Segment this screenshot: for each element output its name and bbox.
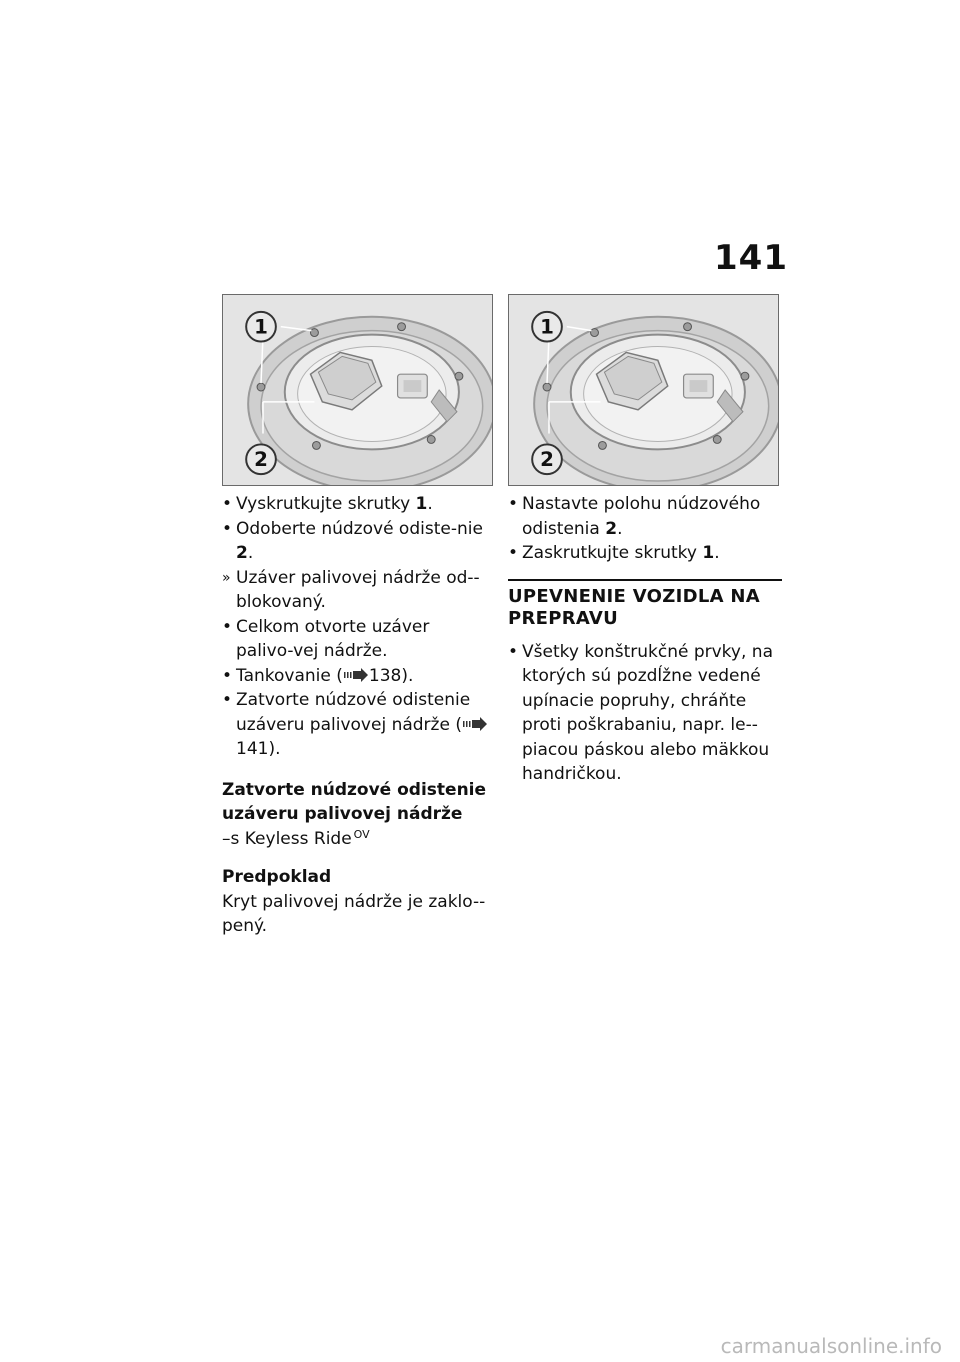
step-punct: . (617, 518, 623, 539)
step-zaskrutkujte (508, 541, 782, 566)
page-reference-arrow-icon (462, 714, 488, 728)
prerequisite-heading: Predpoklad (222, 867, 332, 887)
bullet-text: Všetky konštrukčné prvky, na ktorých sú pozdĺžne vedené upínacie popruhy, chráňte proti poškrabaniu, napr. le-piacou páskou alebo mäkkou handričkou. (522, 641, 773, 784)
step-tankovanie (222, 664, 494, 689)
fuel-cap-figure-right (508, 294, 779, 486)
callout-2 (532, 444, 562, 474)
option-text: –s Keyless Ride (222, 828, 352, 849)
bullet-marker: • (222, 518, 233, 539)
page-ref-link[interactable]: 141 (236, 739, 269, 759)
callout-1 (532, 312, 562, 342)
callout-ref: 2 (236, 543, 248, 563)
step-text: Tankovanie ( (236, 665, 343, 686)
result-marker: » (222, 569, 231, 586)
step-text: Nastavte polohu núdzového odistenia (522, 494, 761, 539)
step-text: Celkom otvorte uzáver palivo-vej nádrže. (236, 616, 430, 661)
callout-ref: 2 (605, 518, 618, 539)
subheading-close-emergency-release: Zatvorte núdzové odistenie uzáveru palivovej nádrže (222, 779, 487, 824)
prerequisite-text: Kryt palivovej nádrže je zaklo-pený. (222, 891, 486, 936)
callout-1 (246, 312, 276, 342)
callout-2 (246, 444, 276, 474)
svg-text:2: 2 (540, 448, 554, 472)
step-odoberte (222, 517, 494, 566)
result-unlocked (222, 566, 494, 615)
page-ref-link[interactable]: 138 (368, 665, 402, 686)
svg-text:2: 2 (254, 448, 268, 472)
bullet-marker: • (222, 616, 233, 637)
bullet-marker: • (508, 543, 519, 563)
bullet-marker: • (508, 641, 519, 662)
right-column (508, 492, 782, 787)
step-celkom-otvorte (222, 615, 494, 664)
step-nastavte (508, 492, 782, 541)
bullet-protect-components (508, 640, 782, 787)
step-punct: . (714, 543, 720, 563)
watermark: carmanualsonline.info (720, 1334, 942, 1358)
step-vyskrutkujte (222, 492, 494, 517)
bullet-marker: • (222, 690, 233, 710)
step-punct: ). (268, 739, 281, 759)
callout-ref: 1 (415, 494, 428, 514)
fuel-cap-figure-left (222, 294, 493, 486)
step-text: Odoberte núdzové odiste-nie (236, 518, 483, 539)
svg-text:1: 1 (254, 315, 268, 339)
option-keyless-ride (222, 827, 494, 852)
bullet-marker: • (222, 494, 233, 514)
page-reference-arrow-icon (343, 665, 369, 679)
section-title-transport: UPEVNENIE VOZIDLA NA PREPRAVU (508, 579, 782, 630)
step-zatvorte (222, 688, 494, 762)
svg-text:1: 1 (540, 315, 554, 339)
bullet-marker: • (222, 665, 233, 686)
left-column (222, 492, 494, 939)
step-text: Zatvorte núdzové odistenie uzáveru palivovej nádrže ( (236, 690, 471, 735)
bullet-marker: • (508, 494, 519, 514)
step-text: Vyskrutkujte skrutky (236, 494, 416, 514)
step-punct: . (427, 494, 433, 514)
result-text: Uzáver palivovej nádrže od-blokovaný. (236, 567, 480, 612)
fuel-cap-illustration (223, 295, 492, 485)
page-number: 141 (714, 238, 788, 278)
step-punct: . (247, 543, 254, 563)
callout-ref: 1 (702, 543, 715, 563)
step-text: Zaskrutkujte skrutky (522, 543, 703, 563)
option-superscript: OV (353, 827, 370, 841)
step-punct: ). (401, 665, 414, 686)
fuel-cap-illustration (509, 295, 778, 485)
